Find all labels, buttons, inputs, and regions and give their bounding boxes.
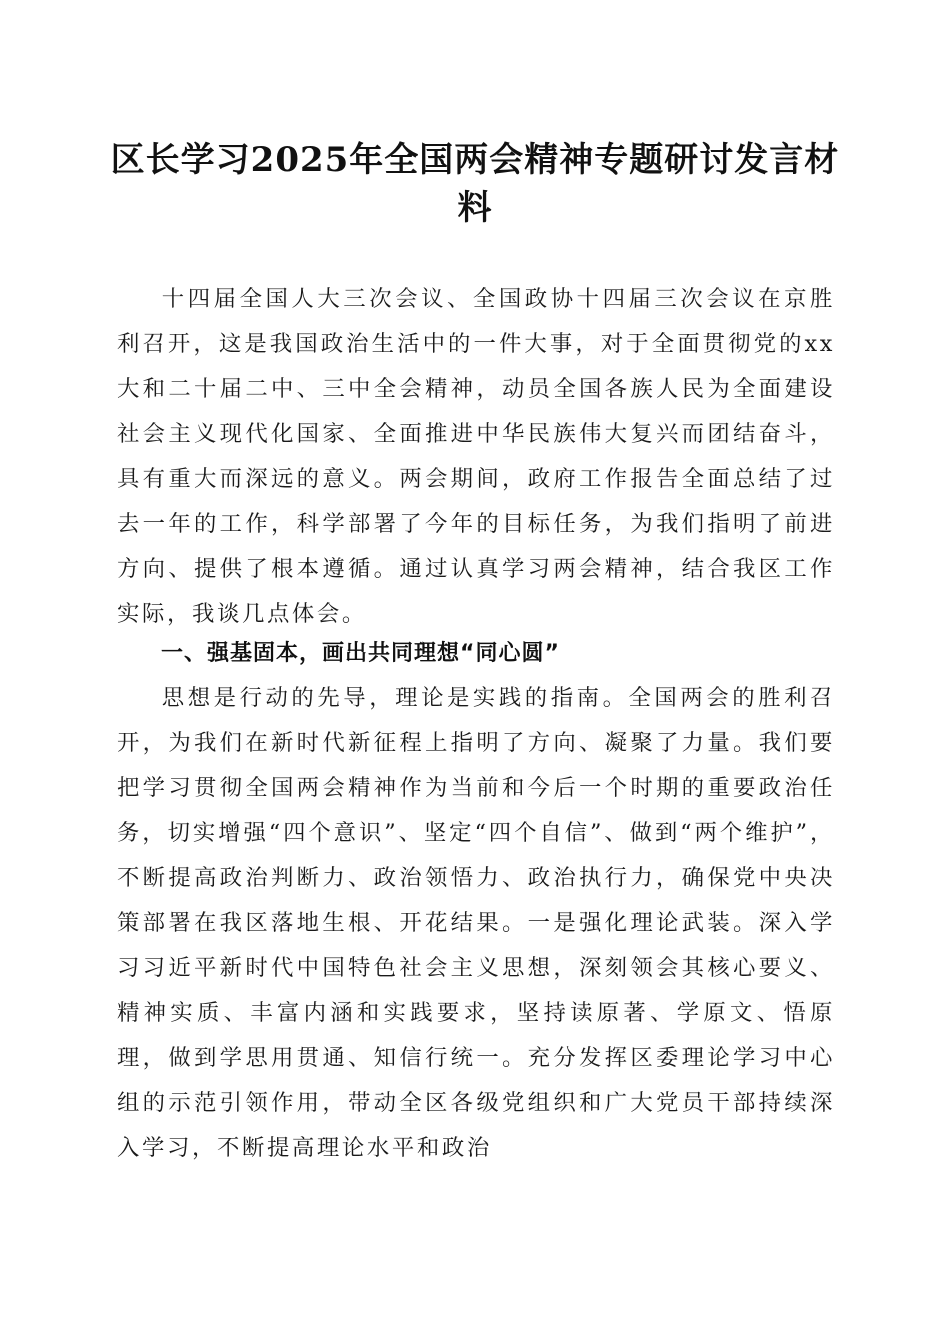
- section-1-paragraph: 思想是行动的先导，理论是实践的指南。全国两会的胜利召开，为我们在新时代新征程上指明了方向、凝聚了力量。我们要把学习贯彻全国两会精神作为当前和今后一个时期的重要政治任务，切实增强“四个意识”、坚定“四个自信”、做到“两个维护”，不断提高政治判断力、政治领悟力、政治执行力，确保党中央决策部署在我区落地生根、开花结果。一是强化理论武装。深入学习习近平新时代中国特色社会主义思想，深刻领会其核心要义、精神实质、丰富内涵和实践要求，坚持读原著、学原文、悟原理，做到学思用贯通、知信行统一。充分发挥区委理论学习中心组的示范引领作用，带动全区各级党组织和广大党员干部持续深入学习，不断提高理论水平和政治: [117, 685, 835, 1161]
- section-heading-1: 一、强基固本，画出共同理想“同心圆”: [161, 641, 560, 666]
- document-title: 区长学习2025年全国两会精神专题研讨发言材料: [110, 140, 840, 228]
- intro-paragraph: 十四届全国人大三次会议、全国政协十四届三次会议在京胜利召开，这是我国政治生活中的一件大事，对于全面贯彻党的xx大和二十届二中、三中全会精神，动员全国各族人民为全面建设社会主义现代化国家、全面推进中华民族伟大复兴而团结奋斗，具有重大而深远的意义。两会期间，政府工作报告全面总结了过去一年的工作，科学部署了今年的目标任务，为我们指明了前进方向、提供了根本遵循。通过认真学习两会精神，结合我区工作实际，我谈几点体会。: [117, 286, 835, 627]
